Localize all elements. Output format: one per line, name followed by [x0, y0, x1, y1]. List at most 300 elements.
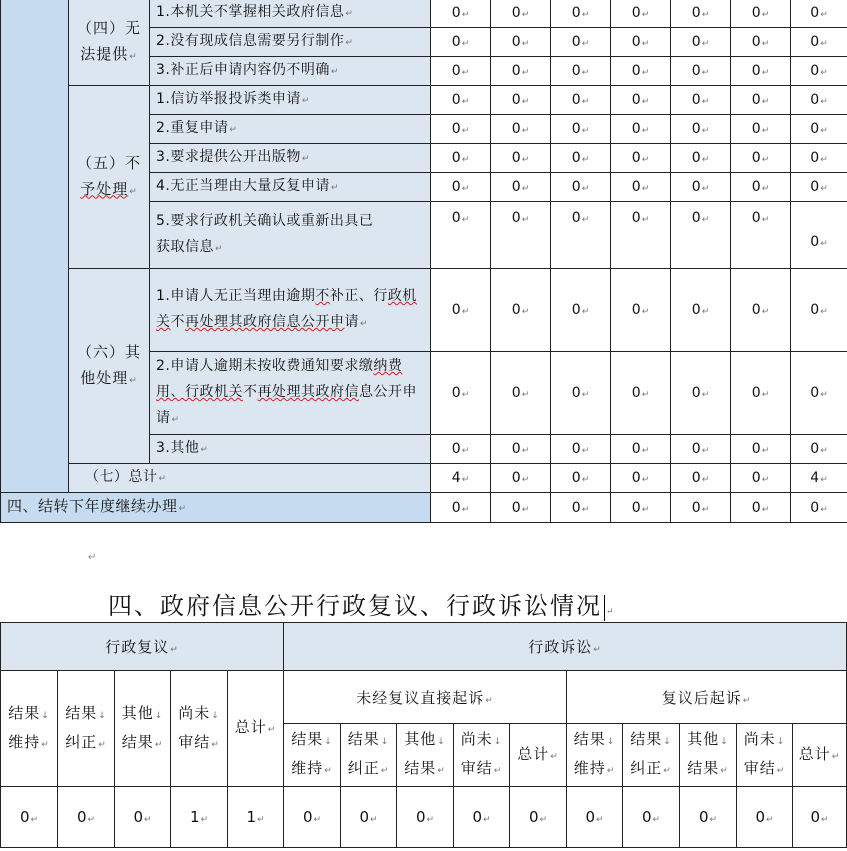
value-cell: [611, 464, 671, 493]
paragraph-mark: ↵: [581, 10, 590, 20]
column-header: 尚未↓ 审结↵: [171, 671, 228, 787]
column-header: 其他↓ 结果↵: [115, 671, 171, 787]
value-cell: [791, 28, 847, 57]
cell-value: 0: [511, 499, 521, 516]
value-cell: [791, 115, 847, 144]
value-cell: [58, 787, 115, 848]
paragraph-mark: ↵: [521, 155, 530, 165]
value-cell: [791, 352, 847, 435]
cell-value: 1: [246, 808, 257, 826]
paragraph-mark: ↵: [461, 97, 470, 107]
cell-value: 0: [631, 5, 641, 21]
paragraph-mark: ↵: [761, 475, 770, 485]
cell-value: 0: [571, 5, 581, 21]
cell-value: 0: [511, 385, 521, 401]
paragraph-mark: ↵: [820, 10, 828, 20]
cell-value: 0: [571, 63, 581, 79]
cell-value: 0: [810, 150, 820, 166]
paragraph-mark: ↵: [129, 375, 138, 386]
paragraph-mark: ↵: [761, 504, 770, 515]
value-cell: [611, 0, 671, 28]
cell-value: 0: [751, 179, 761, 195]
cell-value: 0: [631, 385, 641, 401]
paragraph-mark: ↵: [820, 97, 828, 107]
value-cell: [671, 464, 731, 493]
paragraph-mark: ↵: [129, 186, 138, 197]
column-header-text: 审结: [460, 759, 493, 777]
paragraph-mark: ↵: [652, 815, 661, 825]
cell-value: 0: [528, 808, 539, 826]
paragraph-mark: ↵: [521, 10, 530, 20]
paragraph-mark: ↵: [581, 68, 590, 78]
column-header-text: 总计: [234, 718, 267, 736]
column-header-text: 结果: [687, 759, 720, 777]
paragraph-mark: ↵: [483, 815, 491, 825]
paragraph-mark: ↵: [709, 815, 718, 825]
cell-value: 0: [691, 302, 701, 318]
paragraph-mark: ↵: [521, 97, 530, 107]
paragraph-mark: ↵: [701, 97, 710, 107]
item-label-text: 2.没有现成信息需要另行制作: [156, 33, 345, 49]
total-label: [69, 464, 431, 493]
paragraph-mark: ↵: [330, 67, 339, 77]
carry-over-text: 四、结转下年度继续办理: [7, 497, 178, 515]
item-label-text: 2.重复申请: [156, 120, 229, 136]
cell-value: 0: [631, 210, 641, 226]
column-header-text: 总计: [517, 744, 550, 763]
value-cell: [228, 787, 284, 848]
cell-value: 0: [751, 34, 761, 50]
value-cell: [671, 173, 731, 202]
paragraph-mark: ↵: [30, 815, 39, 825]
paragraph-mark: ↵: [158, 474, 167, 484]
column-header-text: 纠正: [65, 732, 98, 751]
paragraph-mark: ↵: [641, 446, 650, 456]
value-cell: [611, 493, 671, 523]
value-cell: [551, 57, 611, 86]
cell-value: 0: [751, 63, 761, 79]
cell-value: 0: [472, 808, 483, 826]
paragraph-mark: ↵: [581, 215, 590, 225]
paragraph-mark: ↵: [437, 766, 446, 776]
value-cell: [431, 57, 491, 86]
paragraph-mark: ↵: [154, 739, 164, 750]
cell-value: 0: [511, 441, 521, 457]
section-heading: [108, 586, 616, 621]
paragraph-mark: ↵: [324, 766, 333, 776]
value-cell: [791, 173, 847, 202]
paragraph-mark: ↵: [370, 815, 378, 825]
paragraph-mark: ↵: [521, 68, 530, 78]
paragraph-mark: ↵: [581, 504, 590, 515]
cell-value: 4: [451, 470, 461, 486]
value-cell: [551, 86, 611, 115]
cell-value: 0: [698, 808, 709, 826]
paragraph-mark: ↵: [761, 97, 770, 107]
value-cell: [551, 28, 611, 57]
item-label-text: 补正、行: [329, 288, 388, 304]
item-label-text: 政机关: [156, 288, 417, 330]
header-row: [1, 623, 847, 671]
cell-value: 0: [359, 808, 370, 826]
item-label-text: 不: [243, 384, 258, 400]
cell-value: 0: [751, 385, 761, 401]
paragraph-mark: ↵: [641, 10, 650, 20]
paragraph-mark: ↵: [581, 126, 590, 136]
paragraph-mark: ↵: [461, 155, 470, 165]
cell-value: 0: [810, 34, 820, 50]
table-row-total: [1, 464, 847, 493]
paragraph-mark: ↵: [820, 504, 828, 515]
value-cell: [611, 202, 671, 269]
category-text: 予处理: [80, 179, 129, 198]
cell-value: 0: [511, 179, 521, 195]
paragraph-mark: ↵: [641, 68, 650, 78]
category-text: （四）无: [76, 18, 141, 37]
value-cell: [791, 269, 847, 352]
paragraph-mark: ↵: [663, 766, 672, 776]
value-cell: [431, 86, 491, 115]
value-cell: [611, 435, 671, 464]
paragraph-mark: ↵: [581, 184, 590, 194]
paragraph-mark: ↵: [301, 96, 310, 106]
value-cell: [671, 202, 731, 269]
column-header-text: 其他: [404, 730, 437, 748]
item-label-text: 2.申请人逾期未按收费通知要求缴: [156, 358, 374, 374]
cell-value: 0: [451, 150, 461, 166]
paragraph-mark: ↵: [88, 552, 97, 563]
cell-value: 0: [451, 5, 461, 21]
cell-value: 0: [511, 92, 521, 108]
cell-value: 0: [755, 808, 766, 826]
value-cell: [551, 144, 611, 173]
cell-value: 0: [76, 808, 87, 826]
cell-value: 0: [511, 302, 521, 318]
cell-value: 0: [451, 92, 461, 108]
cell-value: 0: [631, 499, 641, 516]
paragraph-mark: ↵: [701, 504, 710, 515]
post-review-suit-header: [567, 671, 847, 724]
cell-value: 0: [631, 470, 641, 486]
cell-value: 0: [415, 808, 426, 826]
cell-value: 0: [571, 34, 581, 50]
value-cell: [791, 144, 847, 173]
value-cell: [671, 352, 731, 435]
review-litigation-table: [0, 622, 847, 848]
value-row: [1, 787, 847, 848]
value-cell: [431, 0, 491, 28]
value-cell: [611, 173, 671, 202]
value-cell: [731, 0, 791, 28]
paragraph-mark: ↵: [461, 68, 470, 78]
cell-value: 0: [810, 5, 820, 21]
item-label-text: 再处理其政府信: [257, 384, 359, 400]
value-cell: [551, 464, 611, 493]
paragraph-mark: ↵: [820, 239, 828, 249]
column-header-text: 维持: [8, 732, 41, 751]
paragraph-mark: ↵: [461, 504, 470, 515]
value-cell: [491, 57, 551, 86]
column-header-text: 结果: [65, 703, 98, 722]
column-header: 结果↓ 维持↵: [1, 671, 58, 787]
header-text: 行政诉讼: [528, 638, 593, 656]
category-text: 他处理: [80, 368, 129, 387]
cell-value: 0: [691, 470, 701, 486]
paragraph-mark: ↵: [761, 155, 770, 165]
item-label: [150, 57, 431, 86]
table-row-carry-over: [1, 493, 847, 523]
paragraph-mark: ↵: [87, 815, 96, 825]
value-cell: [491, 115, 551, 144]
cell-value: 0: [810, 499, 820, 516]
header-text: 行政复议: [105, 638, 170, 656]
value-cell: [731, 202, 791, 269]
cell-value: 0: [751, 5, 761, 21]
admin-review-header: [1, 623, 284, 671]
column-header-text: 结果: [8, 703, 41, 722]
value-cell: [491, 435, 551, 464]
column-header: 结果↓ 纠正↵: [58, 671, 115, 787]
value-cell: [731, 86, 791, 115]
value-cell: [791, 202, 847, 269]
cell-value: 0: [451, 121, 461, 137]
value-cell: [671, 493, 731, 523]
column-header-text: 维持: [573, 759, 606, 777]
value-cell: [431, 144, 491, 173]
paragraph-mark: ↵: [581, 446, 590, 456]
cell-value: 0: [631, 92, 641, 108]
cell-value: 0: [691, 499, 701, 516]
value-cell: [431, 269, 491, 352]
value-cell: [491, 352, 551, 435]
value-cell: [491, 173, 551, 202]
column-header: 结果↓ 纠正↵: [623, 724, 680, 787]
category-text: （五）不: [76, 153, 141, 172]
paragraph-mark: ↵: [761, 307, 770, 317]
paragraph-mark: ↵: [820, 68, 828, 78]
value-cell: [731, 144, 791, 173]
column-header: 结果↓ 维持↵: [284, 724, 341, 787]
value-cell: [611, 144, 671, 173]
cell-value: 0: [571, 210, 581, 226]
value-cell: [731, 493, 791, 523]
paragraph-mark: ↵: [701, 390, 710, 400]
cell-value: 0: [691, 63, 701, 79]
value-cell: [284, 787, 341, 848]
value-cell: [671, 28, 731, 57]
paragraph-mark: ↵: [641, 504, 650, 515]
paragraph-mark: ↵: [701, 10, 710, 20]
cell-value: 0: [511, 5, 521, 21]
table-row: [1, 0, 847, 28]
cell-value: 0: [451, 302, 461, 318]
section-side-cell: [1, 0, 69, 493]
paragraph-mark: ↵: [461, 39, 470, 49]
item-label: [150, 28, 431, 57]
paragraph-mark: ↵: [98, 739, 107, 750]
paragraph-mark: ↵: [581, 39, 590, 49]
paragraph-mark: ↵: [461, 215, 470, 225]
cell-value: 0: [511, 210, 521, 226]
paragraph-mark: ↵: [701, 184, 710, 194]
paragraph-mark: ↵: [596, 815, 604, 825]
item-label-text: 1.申请人无正当理由逾期: [156, 288, 316, 304]
cell-value: 0: [691, 385, 701, 401]
value-cell: [431, 28, 491, 57]
cell-value: 0: [511, 470, 521, 486]
paragraph-mark: ↵: [606, 766, 616, 776]
column-header-text: 其他: [687, 730, 720, 748]
paragraph-mark: ↵: [641, 39, 650, 49]
value-cell: [551, 269, 611, 352]
item-label-text: 再处理其政府信息公开申: [185, 314, 345, 330]
value-cell: [731, 57, 791, 86]
heading-text: 四、政府信息公开行政复议、行政诉讼情况: [108, 592, 602, 620]
paragraph-mark: ↵: [761, 215, 770, 225]
item-label-text: 不: [315, 288, 330, 304]
paragraph-mark: ↵: [761, 126, 770, 136]
item-label: [150, 144, 431, 173]
value-cell: [551, 202, 611, 269]
value-cell: [611, 86, 671, 115]
value-cell: [551, 115, 611, 144]
paragraph-mark: ↵: [257, 815, 265, 825]
cell-value: 0: [810, 121, 820, 137]
header-text: 复议后起诉: [661, 688, 742, 707]
cell-value: 0: [451, 179, 461, 195]
paragraph-mark: ↵: [200, 445, 209, 455]
paragraph-mark: ↵: [720, 766, 729, 776]
value-cell: [731, 269, 791, 352]
paragraph-mark: ↵: [581, 390, 590, 400]
category-text: （六）其: [76, 342, 141, 361]
paragraph-mark: ↵: [761, 446, 770, 456]
table-row: [1, 86, 847, 115]
paragraph-mark: ↵: [521, 184, 530, 194]
column-header-text: 尚未: [460, 730, 493, 748]
paragraph-mark: ↵: [581, 97, 590, 107]
cell-value: 0: [571, 92, 581, 108]
paragraph-mark: ↵: [461, 307, 470, 317]
cell-value: 4: [810, 470, 820, 486]
paragraph-mark: ↵: [701, 215, 710, 225]
paragraph-mark: ↵: [267, 725, 277, 735]
paragraph-mark: ↵: [539, 815, 548, 825]
column-header-text: 审结: [178, 732, 211, 751]
paragraph-mark: ↵: [301, 154, 310, 164]
value-cell: [431, 493, 491, 523]
direct-suit-header: [284, 671, 567, 724]
value-cell: [491, 202, 551, 269]
cell-value: 0: [751, 92, 761, 108]
paragraph-mark: ↵: [701, 68, 710, 78]
value-cell: [731, 115, 791, 144]
item-label-text: 5.要求行政机关确认或重新出具已: [156, 213, 374, 229]
cell-value: 0: [571, 441, 581, 457]
item-label-text: 1.信访举报投诉类申请: [156, 91, 301, 107]
cell-value: 0: [451, 441, 461, 457]
cell-value: 0: [810, 302, 820, 318]
paragraph-mark: ↵: [330, 183, 339, 193]
column-header-text: 维持: [291, 759, 324, 777]
cell-value: 0: [810, 808, 821, 826]
value-cell: [341, 787, 397, 848]
column-header-total: [510, 724, 567, 787]
item-label: [150, 435, 431, 464]
category-label: [69, 269, 150, 464]
cell-value: 0: [511, 150, 521, 166]
paragraph-mark: ↵: [641, 184, 650, 194]
cell-value: 0: [631, 302, 641, 318]
cell-value: 0: [585, 808, 596, 826]
value-cell: [431, 173, 491, 202]
value-cell: [737, 787, 793, 848]
column-header-text: 总计: [798, 744, 831, 763]
cell-value: 0: [691, 121, 701, 137]
column-header-text: 审结: [743, 759, 776, 777]
cell-value: 0: [631, 121, 641, 137]
cell-value: 0: [571, 302, 581, 318]
cell-value: 0: [631, 34, 641, 50]
paragraph-mark: ↵: [742, 695, 752, 706]
total-label-text: （七）总计: [85, 469, 158, 485]
paragraph-mark: ↵: [345, 9, 354, 19]
paragraph-mark: ↵: [701, 39, 710, 49]
value-cell: [671, 0, 731, 28]
value-cell: [551, 352, 611, 435]
paragraph-mark: ↵: [766, 815, 774, 825]
cell-value: 0: [810, 234, 820, 250]
paragraph-mark: ↵: [521, 504, 530, 515]
paragraph-mark: ↵: [593, 645, 602, 655]
column-header-text: 结果: [573, 730, 606, 748]
value-cell: [793, 787, 847, 848]
paragraph-mark: ↵: [820, 184, 828, 194]
paragraph-mark: ↵: [641, 307, 650, 317]
paragraph-mark: ↵: [641, 390, 650, 400]
value-cell: [671, 115, 731, 144]
paragraph-mark: ↵: [581, 155, 590, 165]
paragraph-mark: ↵: [820, 126, 828, 136]
paragraph-mark: ↵: [521, 215, 530, 225]
value-cell: [551, 435, 611, 464]
paragraph-mark: ↵: [211, 739, 220, 750]
column-header: 尚未↓ 审结↵: [454, 724, 510, 787]
value-cell: [623, 787, 680, 848]
header-row: [1, 671, 847, 724]
cell-value: 0: [751, 210, 761, 226]
cell-value: 0: [810, 63, 820, 79]
column-header-total: [228, 671, 284, 787]
value-cell: [671, 57, 731, 86]
paragraph-mark: ↵: [461, 184, 470, 194]
paragraph-mark: ↵: [820, 155, 828, 165]
value-cell: [731, 173, 791, 202]
cell-value: 0: [511, 63, 521, 79]
paragraph-mark: ↵: [821, 815, 829, 825]
value-cell: [491, 86, 551, 115]
value-cell: [731, 435, 791, 464]
item-label-text: 3.补正后申请内容仍不明确: [156, 62, 330, 78]
paragraph-mark: ↵: [461, 475, 470, 485]
paragraph-mark: ↵: [426, 815, 435, 825]
paragraph-mark: ↵: [521, 307, 530, 317]
paragraph-mark: ↵: [485, 695, 494, 706]
value-cell: [491, 28, 551, 57]
column-header-text: 结果: [630, 730, 663, 748]
value-cell: [551, 0, 611, 28]
item-label-text: 3.要求提供公开出版物: [156, 149, 301, 165]
